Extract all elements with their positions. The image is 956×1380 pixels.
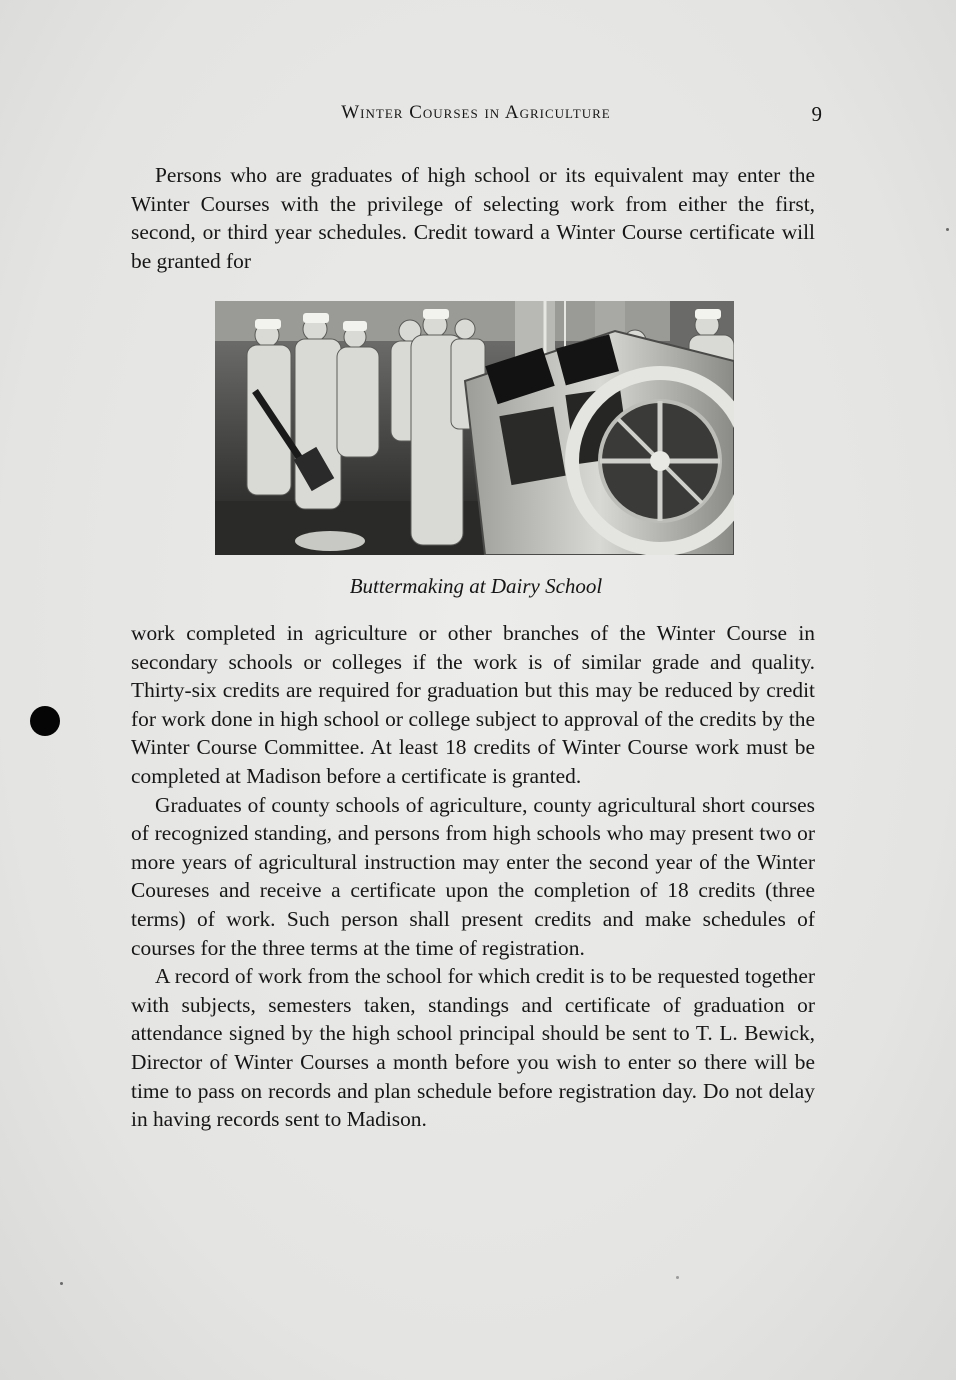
paper-speck bbox=[946, 228, 949, 231]
page-number: 9 bbox=[811, 102, 822, 126]
paragraph-1: Persons who are graduates of high school or its equivalent may enter the Winter Courses with the privilege of selecting work from either the first, second, or third year schedules. Credit toward a Winter Course certificate will be granted for bbox=[131, 163, 815, 273]
paragraph-3: A record of work from the school for which credit is to be requested together with subjects, semesters taken, standings and certificate of graduation or attendance signed by the high school principal should be sent to T. L. Bewick, Director of Winter Courses a month before you wish to enter so there will be time to pass on records and plan schedule before registration day. Do not delay in having records sent to Madison. bbox=[131, 964, 815, 1132]
paragraph-1-continued: work completed in agriculture or other branches of the Winter Course in secondary schools or colleges if the work is of similar grade and quality. Thirty-six credits are required for graduation but this may be reduced by credit for work done in high school or college subject to approval of the credits by the Winter Course Committee. At least 18 credits of Winter Course work must be completed at Madison before a certificate is granted. bbox=[131, 621, 815, 788]
paragraph-2: Graduates of county schools of agriculture, county agricultural short courses of recognized standing, and persons from high schools who may present two or more years of agricultural instruction may enter the second year of the Winter Coureses and receive a certificate upon the completion of 18 credits (three terms) of work. Such person shall present credits and make schedules of courses for the three terms at the time of registration. bbox=[131, 792, 815, 960]
paper-speck bbox=[676, 1276, 679, 1279]
text-block-bottom bbox=[131, 619, 815, 1134]
text-block-top bbox=[131, 161, 815, 275]
photo-illustration bbox=[215, 301, 734, 555]
running-title: Winter Courses in Agriculture bbox=[341, 102, 611, 123]
paper-speck bbox=[60, 1282, 63, 1285]
buttermaking-photo bbox=[215, 301, 734, 555]
running-head bbox=[130, 102, 822, 130]
binding-hole-mark bbox=[30, 706, 60, 736]
photo-caption: Buttermaking at Dairy School bbox=[349, 574, 603, 598]
